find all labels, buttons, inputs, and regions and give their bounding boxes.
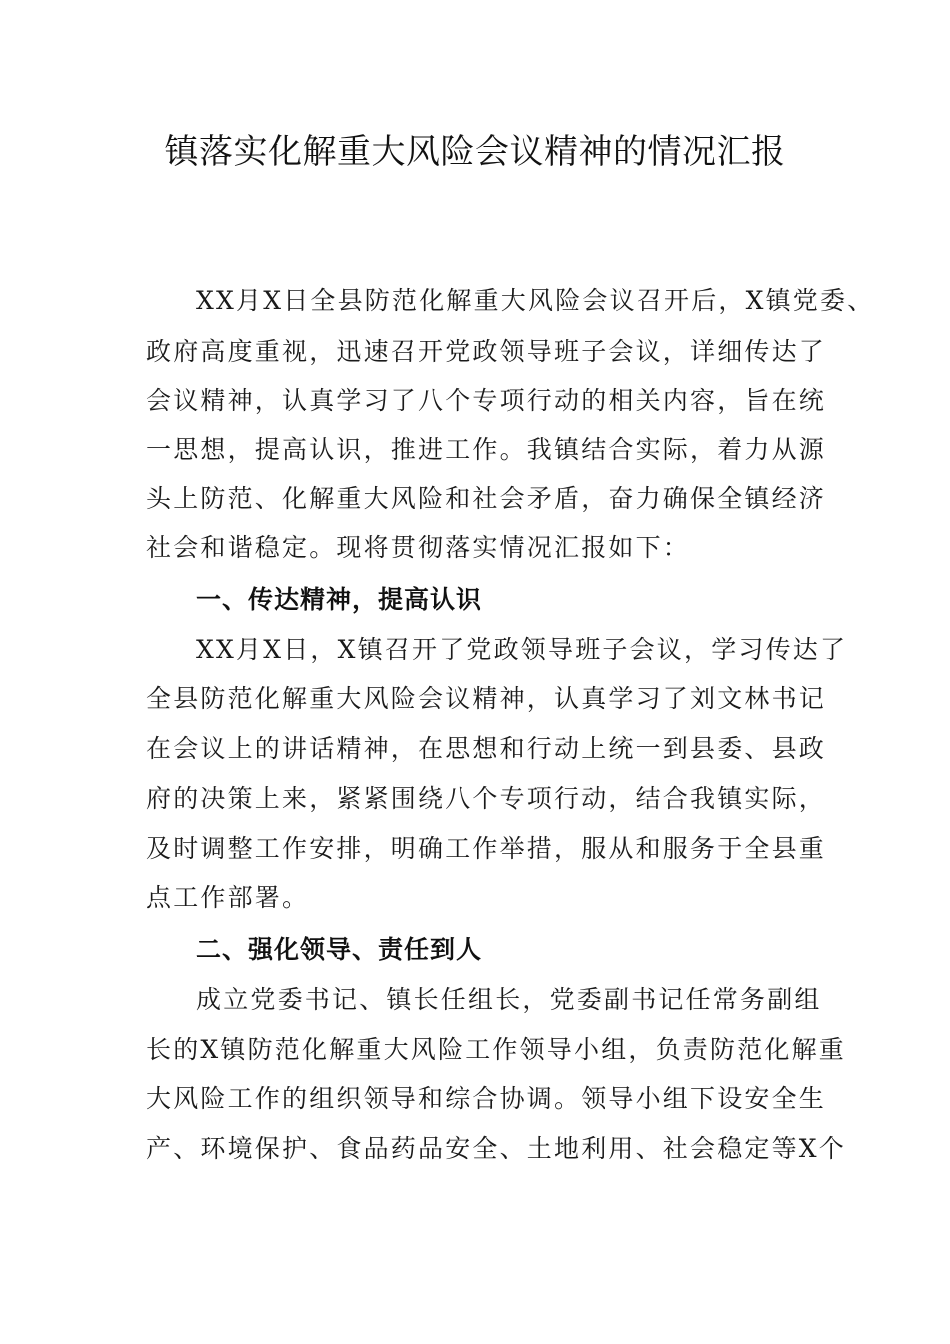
section-1-line-3: 在会议上的讲话精神，在思想和行动上统一到县委、县政: [146, 734, 827, 763]
section-2-line-2: 长的X镇防范化解重大风险工作领导小组，负责防范化解重: [146, 1035, 847, 1064]
section-1-line-1: XX月X日，X镇召开了党政领导班子会议，学习传达了: [196, 635, 848, 664]
document-title: 镇落实化解重大风险会议精神的情况汇报: [164, 132, 786, 172]
section-1-line-5: 及时调整工作安排，明确工作举措，服从和服务于全县重: [146, 834, 827, 863]
intro-line-3: 会议精神，认真学习了八个专项行动的相关内容，旨在统: [146, 386, 827, 415]
section-2-line-4: 产、环境保护、食品药品安全、土地利用、社会稳定等X个: [146, 1134, 847, 1163]
intro-line-2: 政府高度重视，迅速召开党政领导班子会议，详细传达了: [146, 337, 827, 366]
section-1-line-4: 府的决策上来，紧紧围绕八个专项行动，结合我镇实际，: [146, 784, 827, 813]
section-2-line-1: 成立党委书记、镇长任组长，党委副书记任常务副组: [196, 985, 822, 1014]
intro-line-6: 社会和谐稳定。现将贯彻落实情况汇报如下：: [146, 533, 691, 562]
section-1-line-2: 全县防范化解重大风险会议精神，认真学习了刘文林书记: [146, 684, 827, 713]
section-2-line-3: 大风险工作的组织领导和综合协调。领导小组下设安全生: [146, 1084, 827, 1113]
section-2-heading: 二、强化领导、责任到人: [196, 935, 483, 964]
intro-line-5: 头上防范、化解重大风险和社会矛盾，奋力确保全镇经济: [146, 484, 827, 513]
intro-line-4: 一思想，提高认识，推进工作。我镇结合实际，着力从源: [146, 435, 827, 464]
intro-line-1: XX月X日全县防范化解重大风险会议召开后，X镇党委、: [196, 286, 875, 315]
section-1-line-6: 点工作部署。: [146, 883, 310, 912]
section-1-heading: 一、传达精神，提高认识: [196, 585, 483, 614]
